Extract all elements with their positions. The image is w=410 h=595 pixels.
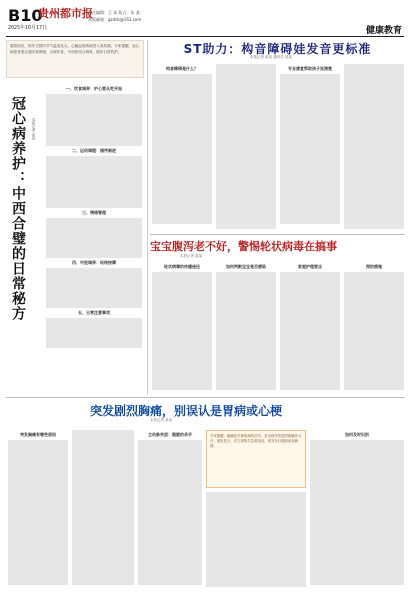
low-col-1 xyxy=(8,430,68,590)
subhead: 如何及时识别 xyxy=(345,432,369,437)
subhead: 如何判断宝宝是否感染 xyxy=(226,264,266,269)
page-number: B10 xyxy=(8,6,43,25)
article-middle-title: 宝宝腹泻老不好，警惕轮状病毒在搞事 xyxy=(150,240,337,253)
section-rule xyxy=(150,234,405,235)
text-block xyxy=(216,272,276,390)
text-block xyxy=(344,64,404,229)
article-bottom-title: 突发剧烈胸痛，别误认是胃病或心梗 xyxy=(90,404,283,418)
editor-meta xyxy=(88,9,141,23)
subhead: 专业康复帮助孩子说清楚 xyxy=(288,66,332,71)
subhead: 突发胸痛有哪些原因 xyxy=(20,432,56,437)
text-block xyxy=(46,318,142,348)
article-left-title: 冠心病养护：中西合璧的日常秘方 xyxy=(10,96,26,321)
text-block xyxy=(46,218,142,258)
column-divider xyxy=(147,40,148,395)
text-block xyxy=(310,440,404,585)
text-block xyxy=(46,94,142,146)
article-top-title: ST助力：构音障碍娃发音更标准 xyxy=(183,42,372,56)
subhead: 轮状病毒的传播途径 xyxy=(164,264,200,269)
editor-line: 责任编辑：王 某 版式：张 某 xyxy=(88,10,140,15)
text-block xyxy=(216,64,276,229)
email-line: 本版邮箱：gzdsb@163.com xyxy=(88,17,142,22)
subhead: 预防措施 xyxy=(366,264,382,269)
text-block xyxy=(344,272,404,390)
subhead: 主动脉夹层：隐匿的杀手 xyxy=(148,432,192,437)
article-middle-byline: 本报记者 某某 xyxy=(180,254,203,258)
text-block xyxy=(46,156,142,208)
subhead: 家庭护理要点 xyxy=(298,264,322,269)
low-col-5 xyxy=(310,430,404,590)
low-col-3 xyxy=(138,430,202,590)
top-col-2 xyxy=(216,64,276,234)
lede-box: 重阳前后，秋冬交替时节气温变化大，心脑血管疾病进入高发期。专家提醒，冠心病患者需注意防寒保暖，合理饮食，中西医结合调养，做好日常防护。 xyxy=(6,40,144,78)
highlight-box: 专家提醒：胸痛是多种疾病的信号，若出现突发剧烈胸痛伴大汗、面色苍白，应立即拨打急救电话，切勿自行服药延误病情。 xyxy=(206,430,306,488)
subhead: 四、中医调养：经络按摩 xyxy=(72,260,116,265)
text-block xyxy=(8,440,68,585)
mid-col-3 xyxy=(280,262,340,394)
mid-col-2 xyxy=(216,262,276,394)
low-col-2 xyxy=(72,430,134,590)
text-block xyxy=(152,272,212,390)
text-block xyxy=(46,268,142,308)
header-rule xyxy=(6,36,404,37)
text-block xyxy=(152,74,212,224)
article-top-byline: 本报记者 某某 通讯员 某某 xyxy=(250,55,292,59)
section-rule xyxy=(6,397,405,398)
newspaper-name: 贵州都市报 xyxy=(38,7,93,20)
low-col-4 xyxy=(206,492,306,590)
left-col xyxy=(46,84,142,389)
text-block xyxy=(280,272,340,390)
section-name: 健康教育 xyxy=(365,26,402,36)
article-left-byline: 本报记者 某某 xyxy=(32,118,36,141)
mid-col-1 xyxy=(152,262,212,394)
top-col-1 xyxy=(152,64,212,234)
text-block xyxy=(280,74,340,224)
text-block xyxy=(206,492,306,587)
subhead: 一、饮食调养：护心要从吃开始 xyxy=(66,86,122,91)
subhead: 构音障碍是什么？ xyxy=(166,66,198,71)
text-block xyxy=(138,440,202,585)
article-bottom-byline: 本报记者 某某 xyxy=(150,418,173,422)
mid-col-4 xyxy=(344,262,404,394)
issue-date: 2025年10月17日 xyxy=(8,25,48,31)
subhead: 二、运动调理：循序渐进 xyxy=(72,148,116,153)
subhead: 三、情绪管理 xyxy=(82,210,106,215)
top-col-3 xyxy=(280,64,340,234)
top-col-4 xyxy=(344,64,404,234)
subhead: 五、日常注意事项 xyxy=(78,310,110,315)
text-block xyxy=(72,430,134,585)
